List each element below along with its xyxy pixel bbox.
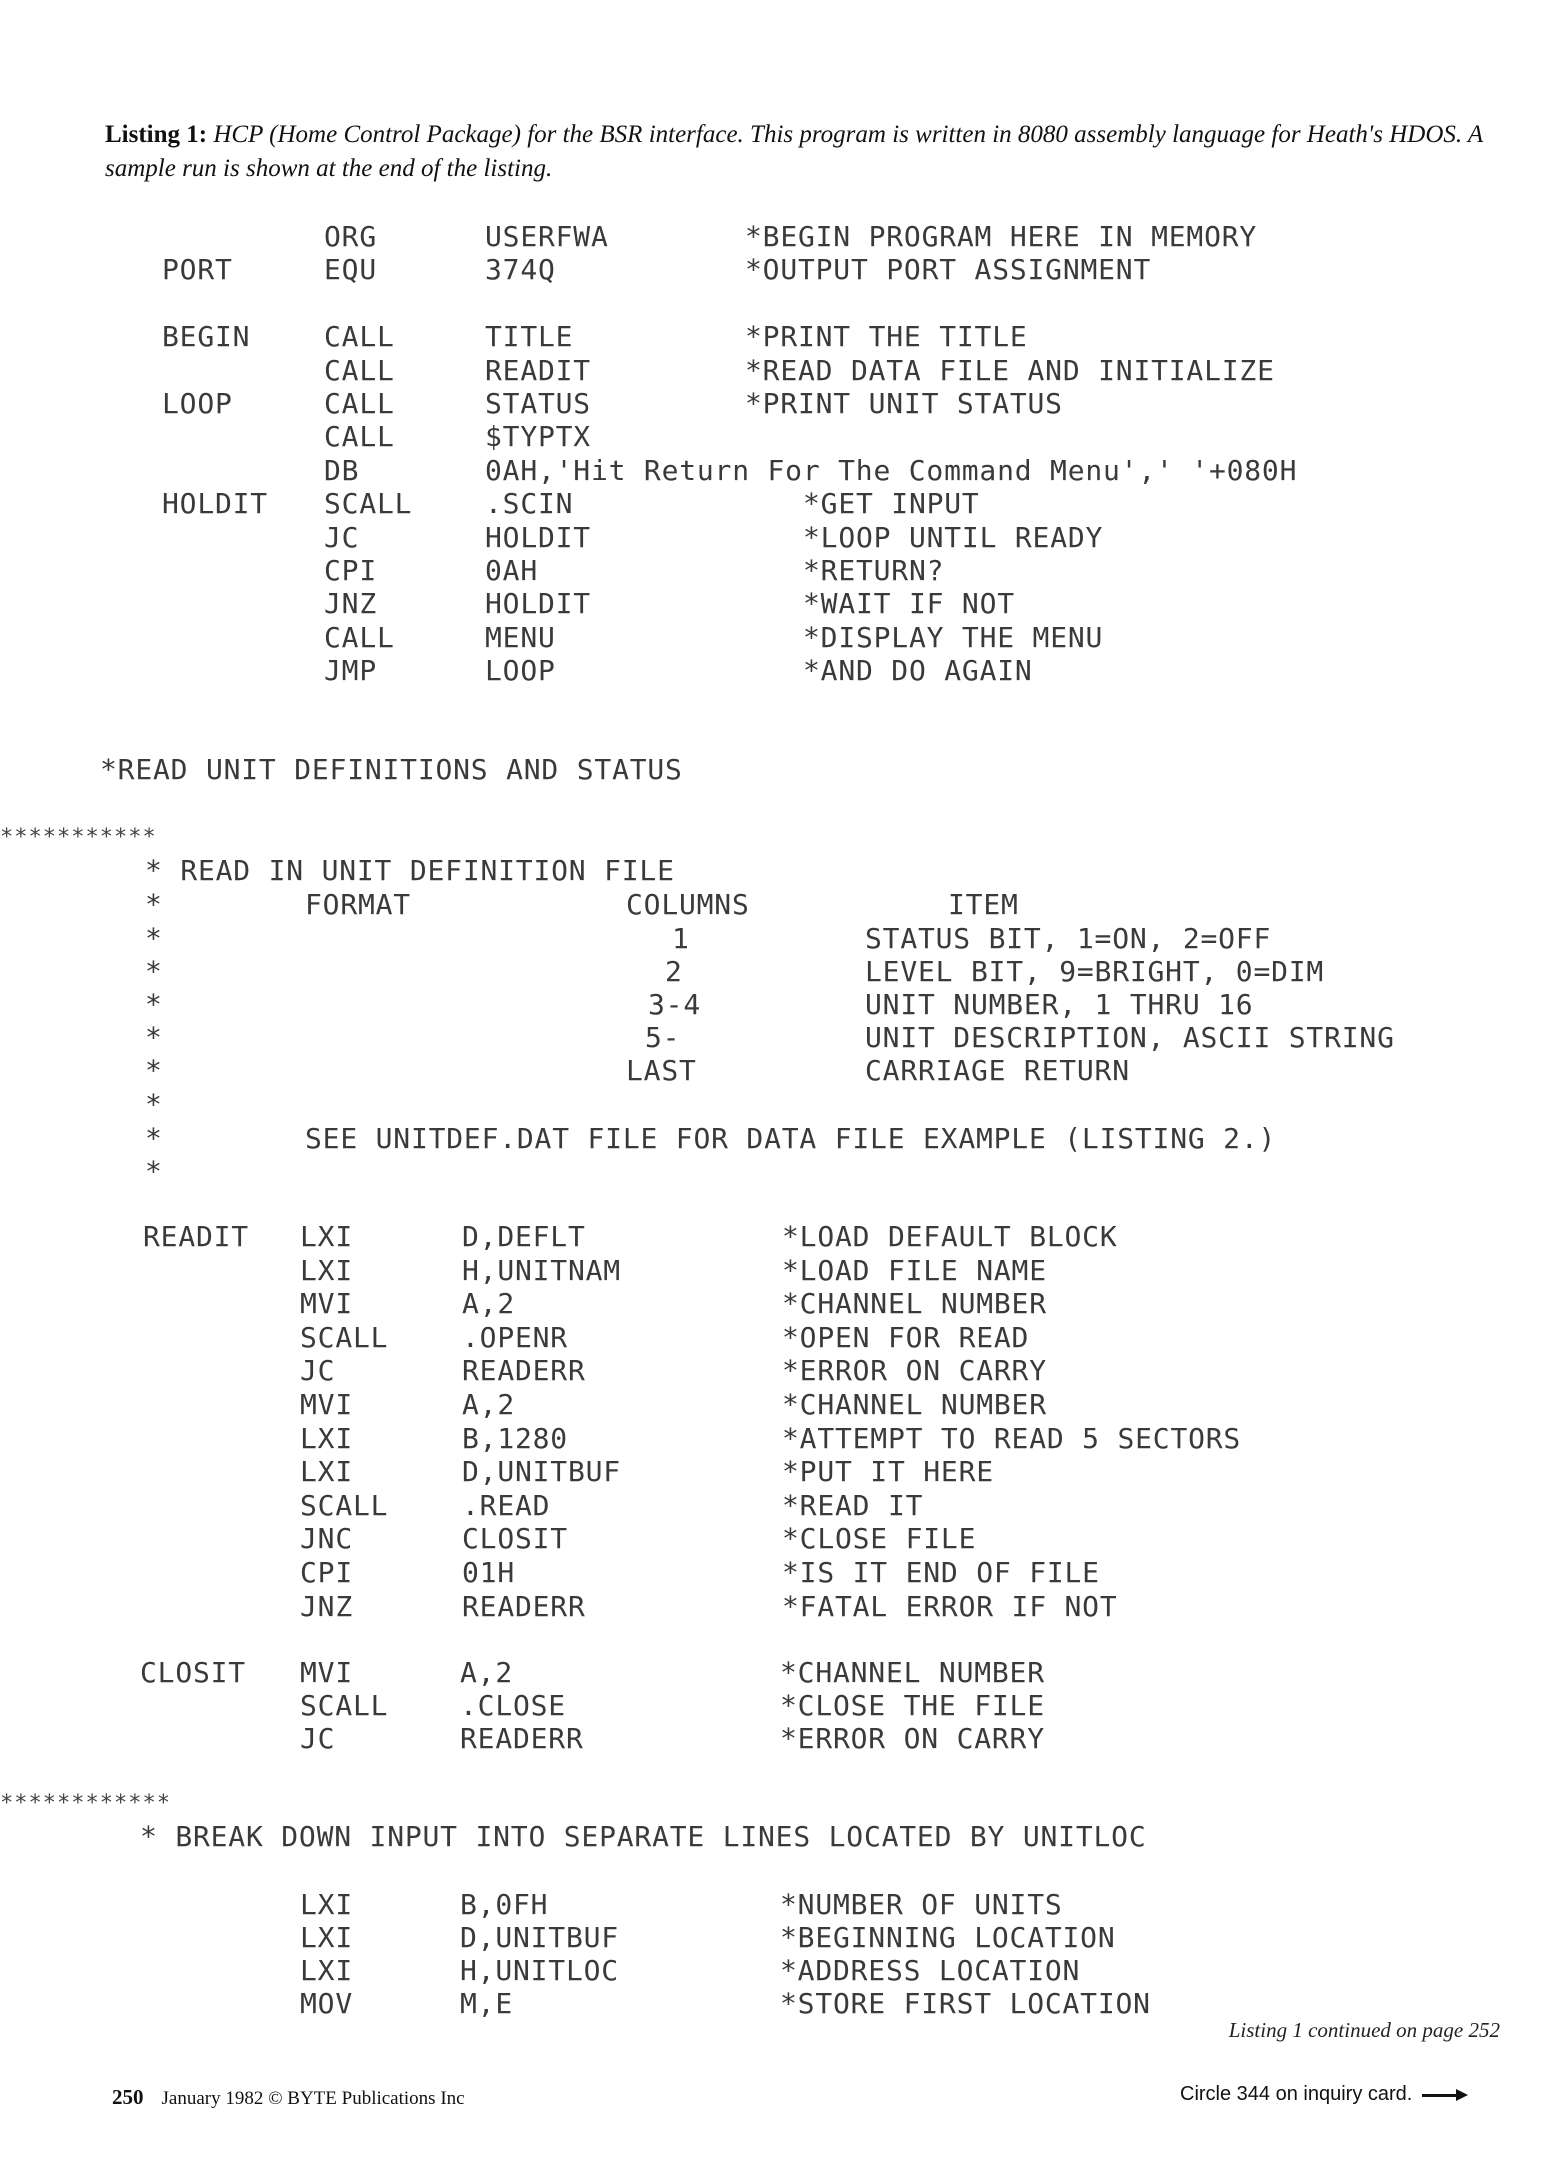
asm-operand: A,2 bbox=[462, 1287, 515, 1321]
asm-comment: *AND DO AGAIN bbox=[803, 654, 1033, 688]
asm-operand: CLOSIT bbox=[462, 1522, 568, 1556]
asm-opcode: CALL bbox=[324, 620, 395, 654]
asm-opcode: MVI bbox=[300, 1388, 353, 1421]
asm-opcode: CPI bbox=[324, 554, 377, 587]
asm-label: READIT bbox=[143, 1220, 249, 1253]
asm-comment: *LOAD FILE NAME bbox=[782, 1253, 1047, 1287]
format-columns: 3-4 bbox=[648, 988, 701, 1021]
asm-operand: MENU bbox=[485, 620, 556, 654]
asm-comment: *ADDRESS LOCATION bbox=[780, 1954, 1081, 1987]
see-note: SEE UNITDEF.DAT FILE FOR DATA FILE EXAMPLE (LISTING 2.) bbox=[305, 1122, 1277, 1155]
asm-operand: .OPENR bbox=[462, 1320, 568, 1354]
asm-comment: *CHANNEL NUMBER bbox=[780, 1656, 1045, 1689]
asm-operand: READERR bbox=[460, 1722, 584, 1755]
asm-comment: *PUT IT HERE bbox=[782, 1455, 994, 1489]
comment-star: * bbox=[145, 888, 163, 921]
star-rule: ************ bbox=[0, 1791, 171, 1816]
asm-comment: *DISPLAY THE MENU bbox=[803, 620, 1104, 654]
asm-opcode: JC bbox=[300, 1722, 336, 1755]
asm-opcode: CALL bbox=[324, 387, 395, 420]
asm-opcode: LXI bbox=[300, 1888, 353, 1921]
listing-caption bbox=[105, 118, 1495, 186]
format-item: UNIT NUMBER, 1 THRU 16 bbox=[865, 988, 1254, 1021]
comment-star: * bbox=[145, 1021, 163, 1054]
asm-opcode: LXI bbox=[300, 1455, 353, 1489]
asm-operand: 0AH bbox=[485, 554, 538, 587]
asm-comment: *FATAL ERROR IF NOT bbox=[782, 1589, 1118, 1623]
format-columns: 5- bbox=[645, 1021, 681, 1054]
asm-comment: *CLOSE FILE bbox=[782, 1522, 977, 1556]
asm-operand: B,1280 bbox=[462, 1421, 568, 1455]
asm-label: PORT bbox=[162, 253, 233, 287]
item-heading: ITEM bbox=[948, 888, 1019, 921]
asm-opcode: SCALL bbox=[300, 1488, 389, 1522]
format-item: STATUS BIT, 1=ON, 2=OFF bbox=[865, 922, 1272, 955]
asm-comment: *BEGIN PROGRAM HERE IN MEMORY bbox=[745, 220, 1258, 253]
asm-operand: A,2 bbox=[462, 1388, 515, 1421]
asm-label: HOLDIT bbox=[162, 487, 268, 521]
asm-comment: *BEGINNING LOCATION bbox=[780, 1921, 1116, 1954]
asm-comment: *ERROR ON CARRY bbox=[782, 1354, 1047, 1388]
comment-star: * bbox=[145, 1155, 163, 1188]
asm-operand: M,E bbox=[460, 1987, 513, 2020]
asm-opcode: LXI bbox=[300, 1220, 353, 1253]
star-rule: *********** bbox=[0, 825, 157, 850]
asm-comment: *RETURN? bbox=[803, 554, 945, 587]
star-rule-line bbox=[0, 825, 157, 851]
asm-comment: *WAIT IF NOT bbox=[803, 587, 1015, 621]
asm-operand: LOOP bbox=[485, 654, 556, 688]
asm-operand: 01H bbox=[462, 1556, 515, 1589]
asm-comment: *IS IT END OF FILE bbox=[782, 1556, 1100, 1589]
comment-star: * bbox=[145, 922, 163, 955]
asm-opcode: SCALL bbox=[300, 1320, 389, 1354]
asm-operand: READERR bbox=[462, 1589, 586, 1623]
asm-operand: STATUS bbox=[485, 387, 591, 420]
asm-opcode: JC bbox=[324, 520, 360, 554]
asm-opcode: LXI bbox=[300, 1954, 353, 1987]
asm-opcode: CALL bbox=[324, 420, 395, 454]
asm-comment: *READ DATA FILE AND INITIALIZE bbox=[745, 353, 1275, 387]
header-title: * READ IN UNIT DEFINITION FILE bbox=[145, 854, 675, 887]
asm-operand: H,UNITNAM bbox=[462, 1253, 621, 1287]
asm-operand: H,UNITLOC bbox=[460, 1954, 619, 1987]
asm-opcode: LXI bbox=[300, 1921, 353, 1954]
asm-comment: *READ IT bbox=[782, 1488, 924, 1522]
columns-heading: COLUMNS bbox=[626, 888, 750, 921]
arrow-right-icon bbox=[1422, 2090, 1468, 2100]
asm-opcode: JNC bbox=[300, 1522, 353, 1556]
asm-opcode: MVI bbox=[300, 1656, 353, 1689]
asm-opcode: CPI bbox=[300, 1556, 353, 1589]
asm-operand: 374Q bbox=[485, 253, 556, 287]
asm-comment: *PRINT UNIT STATUS bbox=[745, 387, 1063, 420]
asm-opcode: JMP bbox=[324, 654, 377, 688]
format-columns: LAST bbox=[626, 1054, 697, 1087]
copyright-line: January 1982 © BYTE Publications Inc bbox=[161, 2088, 465, 2109]
asm-opcode: LXI bbox=[300, 1421, 353, 1455]
asm-operand: A,2 bbox=[460, 1656, 513, 1689]
asm-label: CLOSIT bbox=[140, 1656, 246, 1689]
asm-opcode: CALL bbox=[324, 320, 395, 354]
page-footer bbox=[112, 2085, 465, 2110]
listing-label: Listing 1: bbox=[105, 121, 208, 148]
asm-opcode: MOV bbox=[300, 1987, 353, 2020]
asm-label: LOOP bbox=[162, 387, 233, 420]
asm-comment: *PRINT THE TITLE bbox=[745, 320, 1028, 354]
asm-opcode: LXI bbox=[300, 1253, 353, 1287]
asm-operand: TITLE bbox=[485, 320, 574, 354]
asm-opcode: CALL bbox=[324, 353, 395, 387]
comment-star: * bbox=[145, 955, 163, 988]
section-heading: *READ UNIT DEFINITIONS AND STATUS bbox=[100, 753, 683, 786]
asm-opcode: JNZ bbox=[300, 1589, 353, 1623]
comment-star: * bbox=[145, 1088, 163, 1121]
format-columns: 2 bbox=[665, 955, 683, 988]
asm-label: BEGIN bbox=[162, 320, 251, 354]
asm-comment: *ATTEMPT TO READ 5 SECTORS bbox=[782, 1421, 1242, 1455]
asm-opcode: JC bbox=[300, 1354, 336, 1388]
asm-operand: D,UNITBUF bbox=[460, 1921, 619, 1954]
asm-operand: .SCIN bbox=[485, 487, 574, 521]
asm-operand: $TYPTX bbox=[485, 420, 591, 454]
page-number: 250 bbox=[112, 2085, 144, 2109]
asm-comment: *OPEN FOR READ bbox=[782, 1320, 1030, 1354]
asm-comment: *LOAD DEFAULT BLOCK bbox=[782, 1220, 1118, 1253]
asm-operand: HOLDIT bbox=[485, 587, 591, 621]
asm-operand: .CLOSE bbox=[460, 1689, 566, 1722]
asm-operand: .READ bbox=[462, 1488, 551, 1522]
format-item: LEVEL BIT, 9=BRIGHT, 0=DIM bbox=[865, 955, 1325, 988]
continued-note: Listing 1 continued on page 252 bbox=[1228, 2018, 1500, 2042]
asm-operand: 0AH,'Hit Return For The Command Menu',' '+080H bbox=[485, 453, 1298, 487]
asm-operand: READERR bbox=[462, 1354, 586, 1388]
asm-opcode: EQU bbox=[324, 253, 377, 287]
asm-comment: *CLOSE THE FILE bbox=[780, 1689, 1045, 1722]
asm-comment: *GET INPUT bbox=[803, 487, 980, 521]
asm-comment: *CHANNEL NUMBER bbox=[782, 1388, 1047, 1421]
asm-comment: *OUTPUT PORT ASSIGNMENT bbox=[745, 253, 1152, 287]
asm-comment: *CHANNEL NUMBER bbox=[782, 1287, 1047, 1321]
asm-operand: READIT bbox=[485, 353, 591, 387]
asm-operand: USERFWA bbox=[485, 220, 609, 253]
format-item: UNIT DESCRIPTION, ASCII STRING bbox=[865, 1021, 1395, 1054]
asm-operand: B,0FH bbox=[460, 1888, 549, 1921]
asm-opcode: MVI bbox=[300, 1287, 353, 1321]
listing-description: HCP (Home Control Package) for the BSR interface. This program is written in 8080 assembly language for Heath's HDOS. A sample run is shown at the end of the listing. bbox=[105, 121, 1483, 182]
inquiry-text: Circle 344 on inquiry card. bbox=[1180, 2083, 1413, 2105]
asm-operand: D,DEFLT bbox=[462, 1220, 586, 1253]
comment-star: * bbox=[145, 1054, 163, 1087]
asm-comment: *ERROR ON CARRY bbox=[780, 1722, 1045, 1755]
asm-operand: HOLDIT bbox=[485, 520, 591, 554]
asm-comment: *LOOP UNTIL READY bbox=[803, 520, 1104, 554]
asm-opcode: SCALL bbox=[300, 1689, 389, 1722]
asm-operand: D,UNITBUF bbox=[462, 1455, 621, 1489]
comment-star: * bbox=[145, 1122, 163, 1155]
comment-star: * bbox=[145, 988, 163, 1021]
format-columns: 1 bbox=[672, 922, 690, 955]
break-title: * BREAK DOWN INPUT INTO SEPARATE LINES LOCATED BY UNITLOC bbox=[140, 1820, 1147, 1853]
inquiry-note bbox=[1180, 2083, 1468, 2106]
asm-comment: *NUMBER OF UNITS bbox=[780, 1888, 1063, 1921]
asm-opcode: ORG bbox=[324, 220, 377, 253]
format-item: CARRIAGE RETURN bbox=[865, 1054, 1130, 1087]
format-heading: FORMAT bbox=[305, 888, 411, 921]
asm-comment: *STORE FIRST LOCATION bbox=[780, 1987, 1151, 2020]
asm-opcode: SCALL bbox=[324, 487, 413, 521]
star-rule-line bbox=[0, 1791, 171, 1817]
asm-opcode: DB bbox=[324, 453, 360, 487]
asm-opcode: JNZ bbox=[324, 587, 377, 621]
